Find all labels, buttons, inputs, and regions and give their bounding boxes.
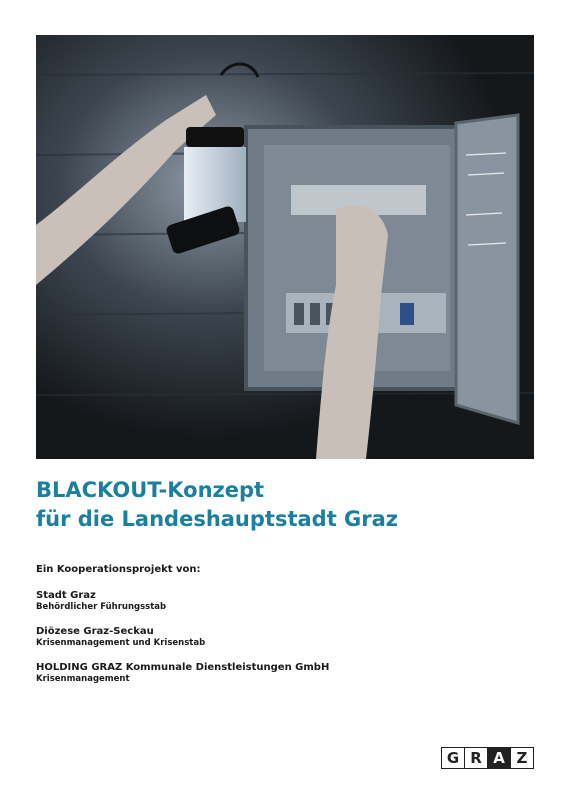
- partner-role: Krisenmanagement: [36, 674, 130, 684]
- logo-letter: Z: [510, 747, 534, 769]
- partner-item: [36, 589, 329, 613]
- document-title: [36, 476, 398, 534]
- partner-role: Krisenmanagement und Krisenstab: [36, 638, 206, 648]
- partner-role: Behördlicher Führungsstab: [36, 602, 167, 612]
- cover-photo-illustration: [36, 35, 534, 459]
- logo-letter: G: [441, 747, 465, 769]
- partner-item: [36, 661, 329, 685]
- graz-logo: [442, 747, 534, 769]
- partner-list: [36, 564, 329, 697]
- partner-name: Stadt Graz: [36, 590, 96, 601]
- logo-letter: A: [487, 747, 511, 769]
- partner-name: HOLDING GRAZ Kommunale Dienstleistungen GmbH: [36, 662, 330, 673]
- cover-photo: [36, 35, 534, 459]
- partner-intro: Ein Kooperationsprojekt von:: [36, 564, 201, 575]
- logo-letter: R: [464, 747, 488, 769]
- partner-name: Diözese Graz-Seckau: [36, 626, 154, 637]
- title-line-1: BLACKOUT-Konzept: [36, 478, 265, 502]
- partner-item: [36, 625, 329, 649]
- title-line-2: für die Landeshauptstadt Graz: [36, 507, 399, 531]
